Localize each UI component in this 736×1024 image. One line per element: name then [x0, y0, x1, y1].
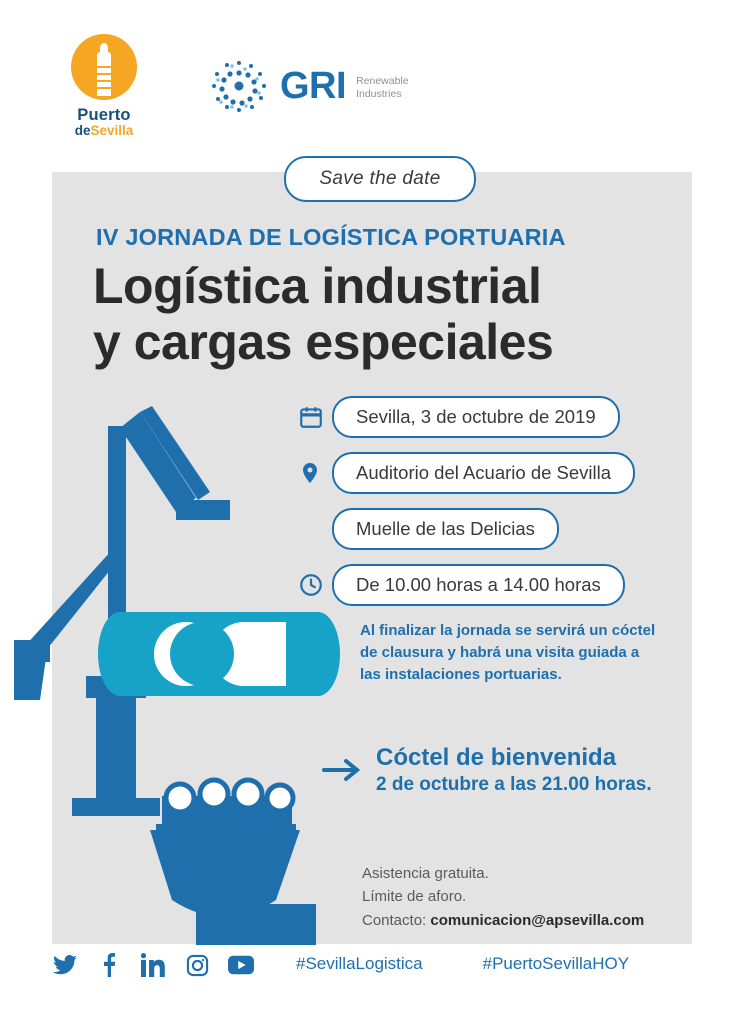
gri-logo [208, 55, 409, 117]
location-pin-icon [298, 456, 332, 490]
list-item [298, 564, 698, 606]
header-logos [56, 34, 409, 138]
spacer [298, 512, 332, 546]
page-title [93, 258, 693, 370]
torre-del-oro-icon [71, 34, 137, 100]
title-line-2: y cargas especiales [93, 314, 554, 370]
gri-burst-icon [208, 55, 270, 117]
fineprint-line1: Asistencia gratuita. [362, 865, 489, 882]
gri-sub-line1: Renewable [356, 75, 409, 88]
event-kicker: IV JORNADA DE LOGÍSTICA PORTUARIA [96, 224, 566, 250]
linkedin-icon[interactable] [140, 952, 166, 978]
youtube-icon[interactable] [228, 952, 254, 978]
cocktail-title: Cóctel de bienvenida [376, 744, 617, 771]
gri-sub-line2: Industries [356, 88, 402, 101]
hashtag-2: #PuertoSevillaHOY [482, 954, 630, 973]
cocktail-datetime: 2 de octubre a las 21.00 horas. [376, 773, 652, 795]
clock-icon [298, 568, 332, 602]
calendar-icon [298, 400, 332, 434]
event-date: Sevilla, 3 de octubre de 2019 [332, 396, 620, 438]
puerto-logo-line1: Puerto [77, 106, 131, 124]
event-address: Muelle de las Delicias [332, 508, 559, 550]
arrow-right-icon [322, 755, 362, 785]
hashtags [296, 954, 629, 974]
facebook-icon[interactable] [96, 952, 122, 978]
closing-note: Al finalizar la jornada se servirá un cóctel de clausura y habrá una visita guiada a las instalaciones portuarias. [360, 622, 656, 683]
event-venue: Auditorio del Acuario de Sevilla [332, 452, 635, 494]
contact-email[interactable]: comunicacion@apsevilla.com [430, 911, 645, 929]
instagram-icon[interactable] [184, 952, 210, 978]
twitter-icon[interactable] [52, 952, 78, 978]
list-item [298, 508, 698, 550]
social-links [52, 952, 254, 978]
gri-wordmark: GRI [280, 65, 347, 108]
fineprint-line2: Límite de aforo. [362, 888, 467, 906]
list-item [298, 452, 698, 494]
save-the-date-badge: Save the date [284, 156, 476, 202]
hashtag-1: #SevillaLogistica [296, 954, 423, 973]
event-details-list [298, 396, 698, 620]
event-time: De 10.00 horas a 14.00 horas [332, 564, 625, 606]
puerto-logo-de: de [74, 123, 91, 139]
welcome-cocktail-block [322, 744, 652, 797]
puerto-logo-sevilla: Sevilla [90, 123, 134, 139]
fineprint [362, 862, 644, 932]
title-line-1: Logística industrial [93, 258, 542, 314]
list-item [298, 396, 698, 438]
puerto-de-sevilla-logo [56, 34, 152, 138]
contact-label: Contacto: [362, 911, 431, 929]
